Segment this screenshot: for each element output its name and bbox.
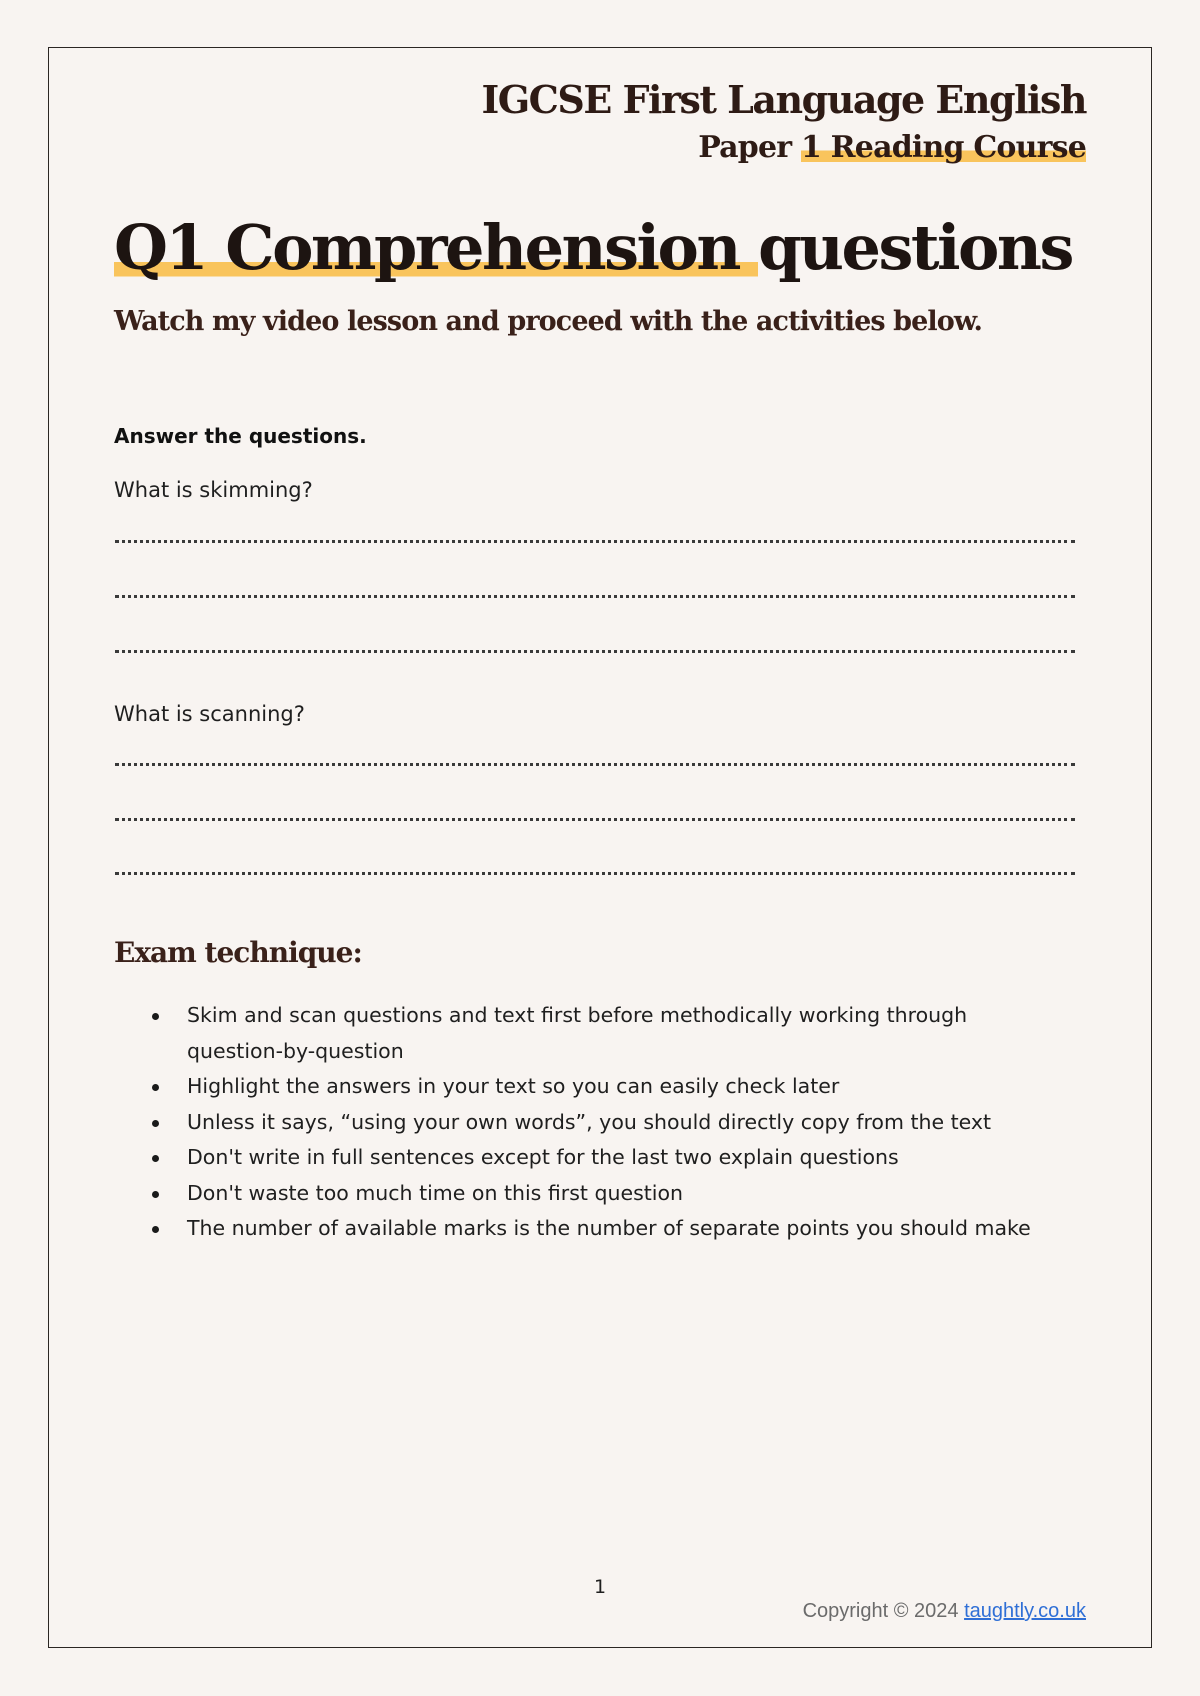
- page-subtitle: Watch my video lesson and proceed with the activities below.: [114, 306, 982, 337]
- answer-line[interactable]: [115, 595, 1075, 598]
- question-scanning: What is scanning?: [114, 702, 305, 726]
- website-link[interactable]: taughtly.co.uk: [964, 1600, 1086, 1622]
- paper-prefix: Paper: [698, 130, 792, 165]
- copyright-text: Copyright © 2024: [802, 1600, 965, 1622]
- exam-technique-heading: Exam technique:: [114, 936, 362, 969]
- exam-technique-list: [148, 998, 1048, 1247]
- page-number: 1: [593, 1576, 607, 1598]
- paper-subtitle: [481, 130, 1086, 166]
- instruction-text: Answer the questions.: [114, 424, 367, 448]
- list-item: Don't waste too much time on this first question: [148, 1176, 1048, 1212]
- course-title: IGCSE First Language English: [481, 77, 1086, 122]
- course-header: [481, 76, 1086, 166]
- answer-line[interactable]: [115, 818, 1075, 821]
- page-title-highlighted: Q1 Comprehension: [114, 211, 759, 284]
- list-item: Skim and scan questions and text first before methodically working through question-by-question: [148, 998, 1048, 1069]
- list-item: Don't write in full sentences except for the last two explain questions: [148, 1140, 1048, 1176]
- answer-line[interactable]: [115, 763, 1075, 766]
- list-item: Unless it says, “using your own words”, you should directly copy from the text: [148, 1105, 1048, 1141]
- paper-highlighted: 1 Reading Course: [800, 130, 1086, 165]
- page-title: [114, 208, 1072, 288]
- copyright-notice: [803, 1600, 1086, 1623]
- answer-line[interactable]: [115, 650, 1075, 653]
- page-title-rest: questions: [758, 211, 1072, 284]
- question-skimming: What is skimming?: [114, 478, 313, 502]
- answer-line[interactable]: [115, 540, 1075, 543]
- list-item: Highlight the answers in your text so you can easily check later: [148, 1069, 1048, 1105]
- answer-line[interactable]: [115, 872, 1075, 875]
- list-item: The number of available marks is the number of separate points you should make: [148, 1211, 1048, 1247]
